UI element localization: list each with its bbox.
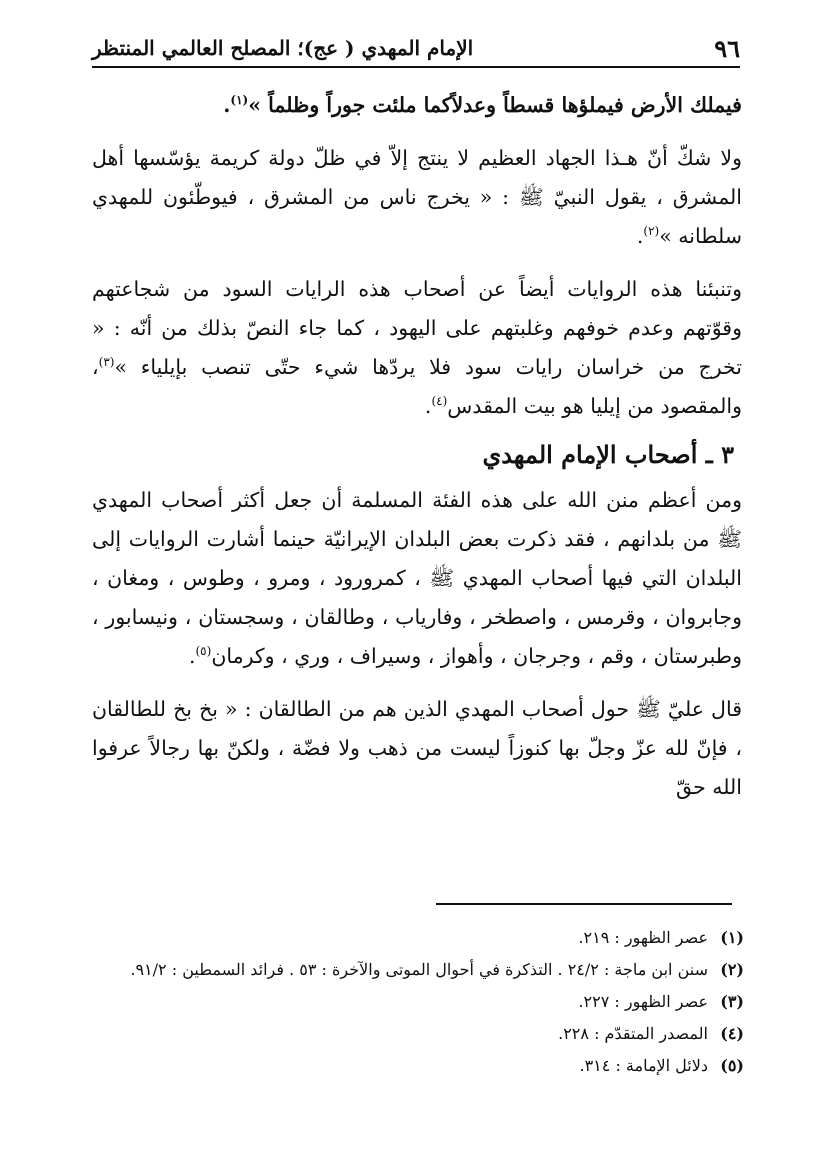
- footnote-ref: (١): [230, 93, 249, 108]
- footnotes: [92, 922, 744, 1082]
- footnote-item: (١) عصر الظهور : ٢١٩.: [578, 928, 744, 947]
- footnote-item: (٤) المصدر المتقدّم : ٢٢٨.: [558, 1024, 744, 1043]
- paragraph-5: قال عليّ ﷺ حول أصحاب المهدي الذين هم من الطالقان : « بخ بخ للطالقان ، فإنّ لله عزّ وجلّ بها كنوزاً ليست من ذهب ولا فضّة ، ولكنّ بها رجالاً عرفوا الله حقّ: [92, 697, 742, 799]
- footnote-ref: (٢): [643, 224, 660, 239]
- footnote-item: (٢) سنن ابن ماجة : ٢٤/٢ . التذكرة في أحوال الموتى والآخرة : ٥٣ . فرائد السمطين : ٩١/٢.: [130, 960, 744, 979]
- paragraph-3: وتنبئنا هذه الروايات أيضاً عن أصحاب هذه الرايات السود من شجاعتهم وقوّتهم وعدم خوفهم وغلبتهم على اليهود ، كما جاء النصّ بذلك من أنّه : « تخرج من خراسان رايات سود فلا يردّها شيء حتّى تنصب بإيلياء »$^{(٣)}$، والمقصود من إيليا هو بيت المقدس$^{(٤)}$.: [92, 277, 742, 418]
- footnote-item: (٥) دلائل الإمامة : ٣١٤.: [579, 1056, 744, 1075]
- footnote-item: (٣) عصر الظهور : ٢٢٧.: [578, 992, 744, 1011]
- footnote-ref: (٣): [98, 355, 115, 370]
- paragraph-1: فيملك الأرض فيملؤها قسطاً وعدلاًكما ملئت جوراً وظلماً »$^{(١)}$.: [223, 93, 742, 117]
- footnote-ref: (٥): [195, 644, 212, 659]
- paragraph-4: ومن أعظم منن الله على هذه الفئة المسلمة أن جعل أكثر أصحاب المهدي ﷺ من بلدانهم ، فقد ذكرت بعض البلدان الإيرانيّة حينما أشارت الروايات إلى البلدان التي فيها أصحاب المهدي ﷺ ، كمرورود ، ومرو ، وطوس ، ومغان ، وجابروان ، وقرمس ، واصطخر ، وفارياب ، وطالقان ، وسجستان ، ونيسابور ، وطبرستان ، وقم ، وجرجان ، وأهواز ، وسيراف ، وري ، وكرمان$^{(٥)}$.: [92, 488, 742, 668]
- body-text: [92, 86, 742, 821]
- section-heading: ٣ ـ أصحاب الإمام المهدي: [482, 440, 734, 469]
- footnote-ref: (٤): [431, 394, 448, 409]
- paragraph-2: ولا شكّ أنّ هـذا الجهاد العظيم لا ينتج إلاّ في ظلّ دولة كريمة يؤسّسها أهل المشرق ، يقول النبيّ ﷺ : « يخرج ناس من المشرق ، فيوطّئون للمهدي سلطانه »$^{(٢)}$.: [92, 146, 742, 248]
- running-title: الإمام المهدي ( عج)؛ المصلح العالمي المنتظر: [92, 36, 474, 60]
- footnote-divider: [436, 903, 732, 905]
- page-number: ٩٦: [714, 33, 740, 63]
- page-header: [92, 30, 740, 68]
